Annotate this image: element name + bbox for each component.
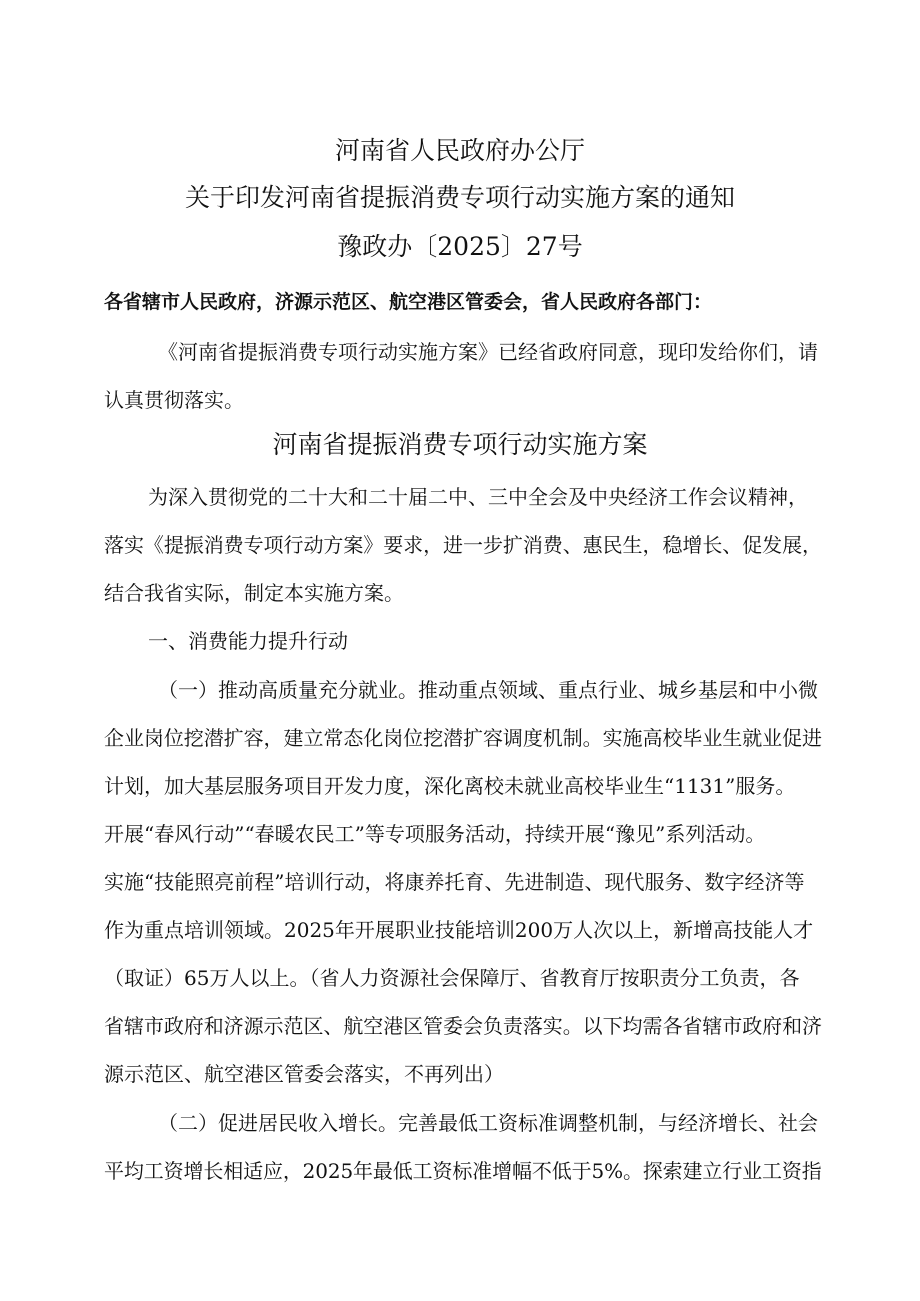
plan-title: 河南省提振消费专项行动实施方案 xyxy=(272,430,648,459)
notice-subject-heading: 关于印发河南省提振消费专项行动实施方案的通知 xyxy=(184,183,735,212)
document-number: 豫政办〔2025〕27号 xyxy=(337,232,583,261)
item2-line: （二）促进居民收入增长。完善最低工资标准调整机制，与经济增长、社会 xyxy=(158,1111,818,1135)
intro-line: 落实《提振消费专项行动方案》要求，进一步扩消费、惠民生，稳增长、促发展， xyxy=(104,533,822,557)
item1-line: 源示范区、航空港区管委会落实，不再列出） xyxy=(104,1062,504,1086)
notice-line: 《河南省提振消费专项行动实施方案》已经省政府同意，现印发给你们，请 xyxy=(158,340,818,364)
issuer-heading: 河南省人民政府办公厅 xyxy=(334,136,585,165)
item1-line: 省辖市政府和济源示范区、航空港区管委会负责落实。以下均需各省辖市政府和济 xyxy=(104,1014,822,1038)
item1-line: （一）推动高质量充分就业。推动重点领域、重点行业、城乡基层和中小微 xyxy=(158,678,818,702)
item1-line: 计划，加大基层服务项目开发力度，深化离校未就业高校毕业生“1131”服务。 xyxy=(104,774,796,798)
addressee-line: 各省辖市人民政府，济源示范区、航空港区管委会，省人民政府各部门： xyxy=(104,291,713,313)
item1-line: 企业岗位挖潜扩容，建立常态化岗位挖潜扩容调度机制。实施高校毕业生就业促进 xyxy=(104,726,822,750)
item1-line: 开展“春风行动”“春暖农民工”等专项服务活动，持续开展“豫见”系列活动。 xyxy=(104,822,766,846)
intro-line: 结合我省实际，制定本实施方案。 xyxy=(104,581,404,605)
intro-line: 为深入贯彻党的二十大和二十届二中、三中全会及中央经济工作会议精神， xyxy=(148,485,808,509)
item1-line: 实施“技能照亮前程”培训行动，将康养托育、先进制造、现代服务、数字经济等 xyxy=(104,870,805,894)
notice-line: 认真贯彻落实。 xyxy=(104,388,244,412)
item1-line: （取证）65万人以上。（省人力资源社会保障厅、省教育厅按职责分工负责，各 xyxy=(104,966,800,990)
item2-line: 平均工资增长相适应，2025年最低工资标准增幅不低于5%。探索建立行业工资指 xyxy=(104,1159,822,1183)
section-heading: 一、消费能力提升行动 xyxy=(148,629,348,653)
item1-line: 作为重点培训领域。2025年开展职业技能培训200万人次以上，新增高技能人才 xyxy=(104,918,814,942)
